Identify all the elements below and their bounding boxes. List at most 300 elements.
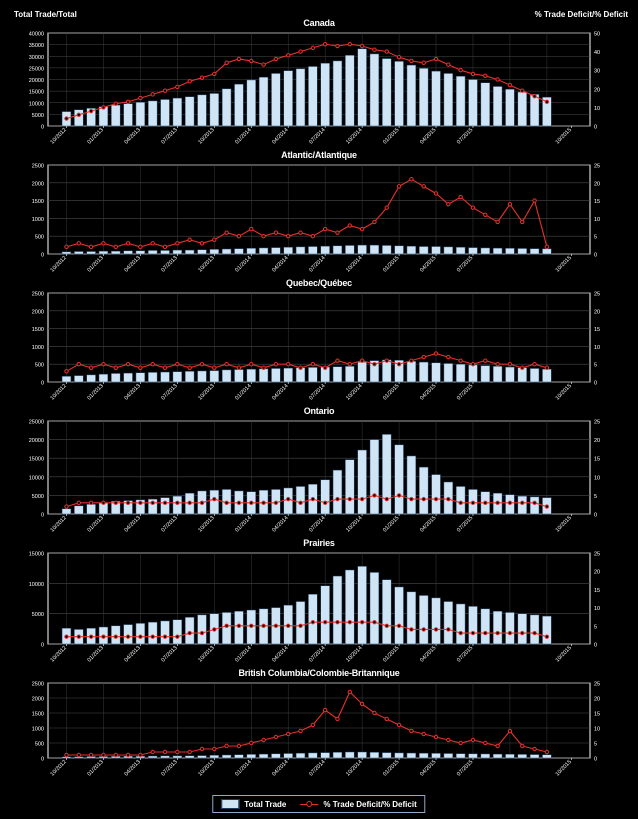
line-marker xyxy=(447,628,450,631)
bar xyxy=(111,105,120,126)
svg-text:10/2014: 10/2014 xyxy=(345,645,364,664)
bar xyxy=(136,373,145,382)
line-marker xyxy=(385,717,388,720)
line-marker xyxy=(200,363,203,366)
bar xyxy=(161,498,170,514)
svg-text:04/2013: 04/2013 xyxy=(123,255,142,274)
svg-text:01/2015: 01/2015 xyxy=(382,759,401,778)
line-marker xyxy=(237,501,240,504)
bar xyxy=(444,754,453,759)
bar xyxy=(271,754,280,758)
bar xyxy=(469,754,478,758)
line-marker xyxy=(508,363,511,366)
svg-text:25: 25 xyxy=(594,681,601,688)
line-marker xyxy=(311,620,314,623)
line-marker xyxy=(397,185,400,188)
line-marker xyxy=(385,497,388,500)
bar xyxy=(444,363,453,382)
svg-text:10/2013: 10/2013 xyxy=(197,127,216,146)
bar xyxy=(198,756,207,758)
line-marker xyxy=(274,57,277,60)
bar xyxy=(296,69,305,126)
line-marker xyxy=(447,63,450,66)
svg-text:20: 20 xyxy=(594,696,601,703)
bar xyxy=(407,246,416,254)
line-marker xyxy=(126,753,129,756)
line-marker xyxy=(397,624,400,627)
bar xyxy=(198,371,207,382)
bar xyxy=(481,754,490,758)
line-marker xyxy=(213,628,216,631)
bar xyxy=(173,98,182,126)
panel-title: Canada xyxy=(303,18,335,28)
line-marker xyxy=(163,750,166,753)
svg-text:01/2015: 01/2015 xyxy=(382,383,401,402)
bar xyxy=(358,49,367,126)
bar xyxy=(136,623,145,644)
line-marker xyxy=(274,231,277,234)
svg-text:40: 40 xyxy=(594,50,601,57)
bar xyxy=(210,755,219,758)
bar xyxy=(505,754,514,758)
line-marker xyxy=(373,220,376,223)
bar xyxy=(173,250,182,254)
bar xyxy=(308,753,317,758)
svg-text:04/2015: 04/2015 xyxy=(419,127,438,146)
line-marker xyxy=(434,352,437,355)
line-marker xyxy=(422,732,425,735)
svg-text:10/2014: 10/2014 xyxy=(345,515,364,534)
line-marker xyxy=(521,220,524,223)
line-marker xyxy=(151,501,154,504)
bar xyxy=(456,754,465,758)
bar xyxy=(161,372,170,382)
svg-text:25: 25 xyxy=(594,163,601,170)
line-marker xyxy=(434,57,437,60)
bar xyxy=(432,598,441,644)
line-marker xyxy=(471,501,474,504)
line-marker xyxy=(262,501,265,504)
line-marker xyxy=(348,690,351,693)
bar xyxy=(345,55,354,126)
line-marker xyxy=(533,95,536,98)
bar xyxy=(419,595,428,644)
svg-text:0: 0 xyxy=(594,642,598,649)
line-marker xyxy=(323,501,326,504)
svg-text:07/2014: 07/2014 xyxy=(308,255,327,274)
bar xyxy=(296,247,305,254)
line-marker xyxy=(151,93,154,96)
svg-text:10/2012: 10/2012 xyxy=(49,383,68,402)
line-marker xyxy=(496,631,499,634)
svg-text:07/2013: 07/2013 xyxy=(160,383,179,402)
line-marker xyxy=(545,635,548,638)
chart-panel xyxy=(0,668,638,780)
svg-text:20000: 20000 xyxy=(28,78,44,84)
chart-panel xyxy=(0,538,638,666)
line-marker xyxy=(385,359,388,362)
bar xyxy=(173,756,182,758)
line-marker xyxy=(447,497,450,500)
line-marker xyxy=(213,72,216,75)
line-marker xyxy=(521,501,524,504)
line-marker xyxy=(200,242,203,245)
svg-text:10/2015: 10/2015 xyxy=(554,127,573,146)
svg-text:15: 15 xyxy=(594,199,601,206)
bar xyxy=(358,245,367,254)
bar xyxy=(247,80,256,126)
bar xyxy=(124,104,133,126)
line-marker xyxy=(410,359,413,362)
line-marker xyxy=(545,245,548,248)
svg-text:10/2012: 10/2012 xyxy=(49,255,68,274)
svg-text:07/2014: 07/2014 xyxy=(308,759,327,778)
line-marker xyxy=(151,750,154,753)
svg-text:07/2015: 07/2015 xyxy=(456,127,475,146)
svg-text:25: 25 xyxy=(594,419,601,426)
line-marker xyxy=(213,238,216,241)
line-marker xyxy=(139,753,142,756)
bar xyxy=(210,249,219,254)
line-marker xyxy=(102,501,105,504)
line-marker xyxy=(410,178,413,181)
line-marker xyxy=(496,744,499,747)
line-marker xyxy=(200,501,203,504)
line-marker xyxy=(65,370,68,373)
line-marker xyxy=(262,738,265,741)
bar xyxy=(173,496,182,514)
svg-text:01/2013: 01/2013 xyxy=(86,759,105,778)
line-marker xyxy=(410,628,413,631)
left-axis-header: Total Trade/Total xyxy=(14,10,77,19)
line-marker xyxy=(200,747,203,750)
bar xyxy=(382,434,391,514)
line-marker xyxy=(163,366,166,369)
svg-text:07/2015: 07/2015 xyxy=(456,383,475,402)
line-marker xyxy=(410,729,413,732)
svg-text:04/2014: 04/2014 xyxy=(271,645,290,664)
bar xyxy=(222,612,231,644)
line-marker xyxy=(89,635,92,638)
line-marker xyxy=(89,245,92,248)
svg-text:0: 0 xyxy=(40,124,44,131)
bar xyxy=(74,110,83,126)
line-marker xyxy=(484,213,487,216)
line-marker xyxy=(250,59,253,62)
line-marker xyxy=(508,202,511,205)
panel-title: Prairies xyxy=(303,538,335,548)
svg-text:10/2013: 10/2013 xyxy=(197,255,216,274)
svg-text:0: 0 xyxy=(40,642,44,649)
line-marker xyxy=(188,238,191,241)
bar xyxy=(222,89,231,126)
line-marker xyxy=(163,635,166,638)
svg-text:20: 20 xyxy=(594,87,601,94)
bar xyxy=(542,249,551,254)
svg-text:2000: 2000 xyxy=(31,309,44,316)
line-marker xyxy=(471,631,474,634)
line-marker xyxy=(336,44,339,47)
bar xyxy=(234,249,243,254)
line-marker xyxy=(262,366,265,369)
svg-text:10/2012: 10/2012 xyxy=(49,515,68,534)
bar xyxy=(234,370,243,382)
panel-title: Quebec/Québec xyxy=(286,278,352,288)
bar xyxy=(259,754,268,758)
bar xyxy=(444,247,453,254)
line-marker xyxy=(360,620,363,623)
line-marker xyxy=(508,501,511,504)
bar xyxy=(493,366,502,382)
chart-legend xyxy=(212,795,425,813)
bar xyxy=(259,369,268,382)
plot-area xyxy=(0,668,638,780)
bar xyxy=(395,61,404,126)
chart-panel xyxy=(0,18,638,148)
bar xyxy=(358,566,367,644)
line-marker xyxy=(213,497,216,500)
bar xyxy=(247,754,256,758)
bar xyxy=(173,620,182,644)
svg-text:1500: 1500 xyxy=(31,711,44,718)
svg-text:04/2013: 04/2013 xyxy=(123,383,142,402)
line-marker xyxy=(89,109,92,112)
svg-text:1000: 1000 xyxy=(31,344,44,351)
line-marker xyxy=(459,195,462,198)
svg-text:01/2014: 01/2014 xyxy=(234,383,253,402)
line-marker xyxy=(336,359,339,362)
line-marker xyxy=(163,89,166,92)
bar xyxy=(493,754,502,758)
svg-text:07/2014: 07/2014 xyxy=(308,645,327,664)
bar xyxy=(74,376,83,382)
svg-text:0: 0 xyxy=(594,124,598,131)
svg-text:5000: 5000 xyxy=(31,493,44,500)
svg-text:20000: 20000 xyxy=(28,438,44,445)
line-marker xyxy=(139,245,142,248)
line-marker xyxy=(397,55,400,58)
bar xyxy=(358,450,367,514)
line-marker xyxy=(471,206,474,209)
bar xyxy=(370,752,379,758)
bar xyxy=(321,753,330,758)
line-marker xyxy=(422,628,425,631)
line-marker xyxy=(200,76,203,79)
line-marker xyxy=(434,735,437,738)
bar xyxy=(518,92,527,126)
line-marker xyxy=(274,363,277,366)
svg-text:10/2013: 10/2013 xyxy=(197,383,216,402)
line-marker xyxy=(65,505,68,508)
bar xyxy=(419,467,428,514)
line-marker xyxy=(533,631,536,634)
svg-text:04/2015: 04/2015 xyxy=(419,515,438,534)
bar xyxy=(124,373,133,382)
bar xyxy=(432,71,441,126)
line-marker xyxy=(299,231,302,234)
line-marker xyxy=(299,501,302,504)
line-marker xyxy=(151,363,154,366)
bar xyxy=(518,754,527,758)
line-marker xyxy=(77,635,80,638)
line-marker xyxy=(521,89,524,92)
bar xyxy=(419,247,428,254)
line-marker xyxy=(348,363,351,366)
svg-text:10/2014: 10/2014 xyxy=(345,759,364,778)
svg-text:5000: 5000 xyxy=(31,112,44,119)
line-marker xyxy=(484,359,487,362)
line-marker xyxy=(434,497,437,500)
line-marker xyxy=(65,117,68,120)
bar xyxy=(296,753,305,758)
bar xyxy=(259,248,268,254)
line-marker xyxy=(410,59,413,62)
legend-item-total-trade xyxy=(221,799,286,809)
line-marker xyxy=(237,235,240,238)
svg-text:10/2015: 10/2015 xyxy=(554,515,573,534)
svg-text:01/2014: 01/2014 xyxy=(234,127,253,146)
svg-text:07/2015: 07/2015 xyxy=(456,645,475,664)
svg-text:20: 20 xyxy=(594,569,601,576)
line-marker xyxy=(471,738,474,741)
legend-label-deficit: % Trade Deficit/% Deficit xyxy=(323,799,417,809)
line-marker xyxy=(508,83,511,86)
line-marker xyxy=(250,227,253,230)
bar xyxy=(382,245,391,254)
line-marker xyxy=(139,635,142,638)
line-marker xyxy=(533,363,536,366)
bar xyxy=(222,370,231,382)
line-marker xyxy=(459,631,462,634)
svg-text:10/2015: 10/2015 xyxy=(554,645,573,664)
bar xyxy=(370,572,379,644)
bar xyxy=(234,84,243,126)
bar xyxy=(284,754,293,759)
svg-text:10: 10 xyxy=(594,105,601,112)
line-marker xyxy=(311,46,314,49)
bar xyxy=(198,615,207,644)
bar xyxy=(358,752,367,758)
right-axis-header: % Trade Deficit/% Deficit xyxy=(534,10,628,19)
bar xyxy=(333,752,342,758)
bar xyxy=(530,368,539,382)
line-marker xyxy=(434,192,437,195)
svg-text:01/2014: 01/2014 xyxy=(234,515,253,534)
svg-text:0: 0 xyxy=(40,252,44,259)
line-marker xyxy=(77,363,80,366)
line-marker xyxy=(237,624,240,627)
line-marker xyxy=(102,635,105,638)
line-marker xyxy=(373,620,376,623)
line-marker xyxy=(521,631,524,634)
line-marker xyxy=(176,635,179,638)
bar xyxy=(382,59,391,126)
bar xyxy=(321,586,330,644)
svg-text:10/2014: 10/2014 xyxy=(345,383,364,402)
line-marker xyxy=(262,63,265,66)
line-marker xyxy=(114,501,117,504)
svg-text:10000: 10000 xyxy=(28,581,44,588)
svg-text:07/2015: 07/2015 xyxy=(456,515,475,534)
svg-text:10000: 10000 xyxy=(28,475,44,482)
line-marker xyxy=(102,242,105,245)
bar xyxy=(469,80,478,127)
line-marker xyxy=(385,50,388,53)
svg-text:10: 10 xyxy=(594,344,601,351)
bar xyxy=(185,371,194,382)
line-marker xyxy=(225,624,228,627)
bar xyxy=(185,756,194,758)
bar xyxy=(185,250,194,254)
line-marker xyxy=(287,54,290,57)
line-marker xyxy=(126,501,129,504)
svg-text:04/2014: 04/2014 xyxy=(271,759,290,778)
bar xyxy=(247,369,256,382)
line-marker xyxy=(114,366,117,369)
bar xyxy=(432,363,441,382)
svg-text:5: 5 xyxy=(594,624,598,631)
bar xyxy=(173,372,182,382)
line-marker xyxy=(65,245,68,248)
line-marker xyxy=(274,735,277,738)
line-marker xyxy=(373,711,376,714)
line-marker xyxy=(360,497,363,500)
bar xyxy=(87,504,96,514)
line-marker xyxy=(533,747,536,750)
bar xyxy=(308,66,317,126)
bar xyxy=(99,374,108,382)
line-marker xyxy=(102,753,105,756)
svg-text:07/2013: 07/2013 xyxy=(160,127,179,146)
svg-text:15: 15 xyxy=(594,327,601,334)
svg-text:20: 20 xyxy=(594,181,601,188)
bar xyxy=(87,375,96,382)
chart-panel xyxy=(0,278,638,404)
line-marker xyxy=(299,366,302,369)
bar xyxy=(111,373,120,382)
line-marker xyxy=(422,185,425,188)
svg-text:0: 0 xyxy=(40,756,44,763)
svg-text:50: 50 xyxy=(594,31,601,38)
svg-text:01/2014: 01/2014 xyxy=(234,759,253,778)
line-marker xyxy=(360,227,363,230)
line-marker xyxy=(533,199,536,202)
bar xyxy=(432,475,441,514)
svg-text:500: 500 xyxy=(34,362,44,369)
svg-text:10/2012: 10/2012 xyxy=(49,759,68,778)
line-marker xyxy=(225,231,228,234)
bar xyxy=(161,756,170,758)
line-marker xyxy=(496,220,499,223)
line-marker xyxy=(287,624,290,627)
svg-text:01/2015: 01/2015 xyxy=(382,127,401,146)
line-marker xyxy=(287,497,290,500)
plot-area xyxy=(0,278,638,404)
line-marker xyxy=(163,245,166,248)
svg-text:04/2014: 04/2014 xyxy=(271,383,290,402)
line-marker xyxy=(237,366,240,369)
bar xyxy=(271,368,280,382)
line-swatch-icon xyxy=(300,800,318,808)
line-marker xyxy=(139,96,142,99)
svg-text:10/2015: 10/2015 xyxy=(554,759,573,778)
bar xyxy=(382,580,391,644)
bar xyxy=(308,367,317,382)
line-marker xyxy=(250,741,253,744)
svg-text:10000: 10000 xyxy=(28,101,44,108)
svg-text:01/2015: 01/2015 xyxy=(382,645,401,664)
svg-text:30000: 30000 xyxy=(28,54,44,61)
